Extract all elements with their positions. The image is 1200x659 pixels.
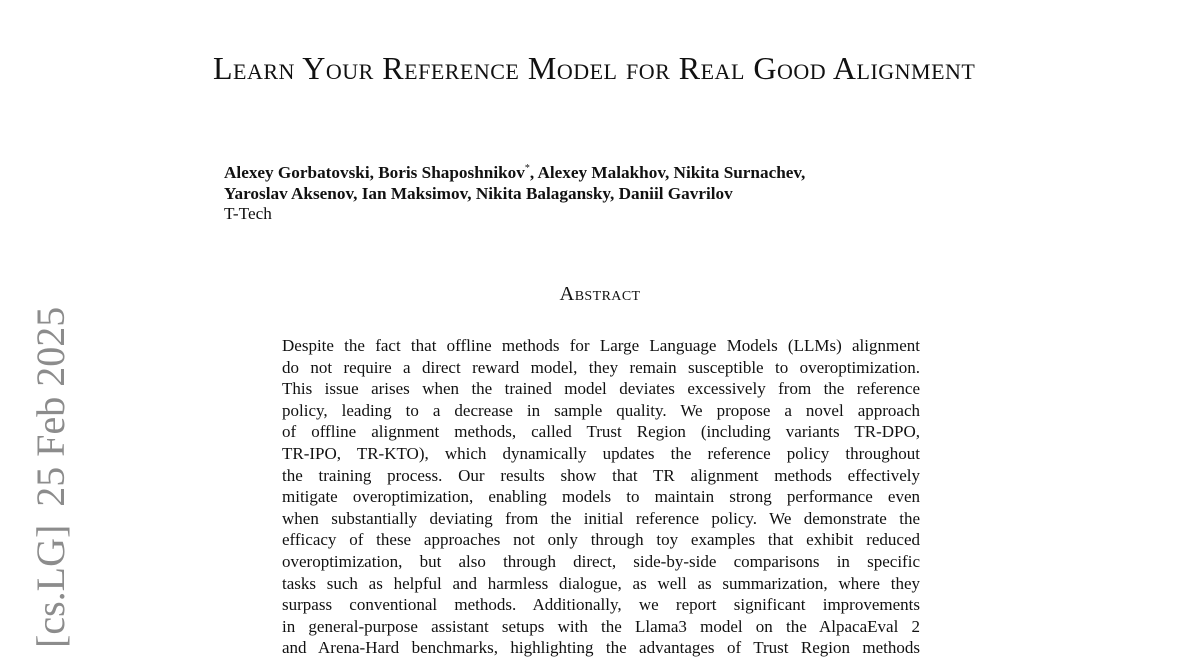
authors-line-2: Yaroslav Aksenov, Ian Maksimov, Nikita Balagansky, Daniil Gavrilov	[224, 183, 733, 203]
authors-line-1-end: , Alexey Malakhov, Nikita Surnachev,	[529, 163, 806, 182]
arxiv-side-stamp	[28, 0, 74, 648]
author-block	[224, 163, 984, 225]
abstract-heading: Abstract	[559, 283, 641, 305]
affiliation: T-Tech	[224, 204, 272, 223]
abstract-line: TR-IPO, TR-KTO), which dynamically updates the reference policy throughout	[282, 443, 920, 463]
arxiv-stamp-text	[28, 307, 74, 648]
abstract-line: policy, leading to a decrease in sample quality. We propose a novel approach	[282, 400, 920, 420]
arxiv-date: 25 Feb 2025	[28, 306, 73, 507]
abstract-line: overoptimization, but also through direct, side-by-side comparisons in specific	[282, 551, 920, 571]
authors-line-1	[224, 163, 984, 184]
abstract-line: mitigate overoptimization, enabling models to maintain strong performance even	[282, 487, 920, 507]
abstract-line: tasks such as helpful and harmless dialogue, as well as summarization, where they	[282, 573, 920, 593]
abstract-line: Despite the fact that offline methods for Large Language Models (LLMs) alignment	[282, 336, 920, 355]
abstract-line: do not require a direct reward model, they remain susceptible to overoptimization.	[282, 357, 920, 377]
authors-line-1-start: Alexey Gorbatovski, Boris Shaposhnikov	[224, 163, 525, 182]
abstract-body	[282, 335, 920, 659]
abstract-line: surpass conventional methods. Additionally, we report significant improvements	[282, 595, 920, 615]
abstract-line: efficacy of these approaches not only through toy examples that exhibit reduced	[282, 530, 920, 550]
abstract-line: and Arena-Hard benchmarks, highlighting the advantages of Trust Region methods	[282, 638, 920, 658]
abstract-line: when substantially deviating from the initial reference policy. We demonstrate the	[282, 508, 920, 528]
abstract-line: in general-purpose assistant setups with the Llama3 model on the AlpacaEval 2	[282, 616, 920, 636]
abstract-line: This issue arises when the trained model deviates excessively from the reference	[282, 379, 920, 399]
arxiv-category: [cs.LG]	[28, 524, 73, 648]
corresponding-author-mark: *	[524, 163, 530, 174]
paper-title: Learn Your Reference Model for Real Good Alignment	[213, 50, 976, 86]
abstract-line: of offline alignment methods, called Trust Region (including variants TR-DPO,	[282, 422, 920, 442]
abstract-line: the training process. Our results show that TR alignment methods effectively	[282, 465, 920, 485]
